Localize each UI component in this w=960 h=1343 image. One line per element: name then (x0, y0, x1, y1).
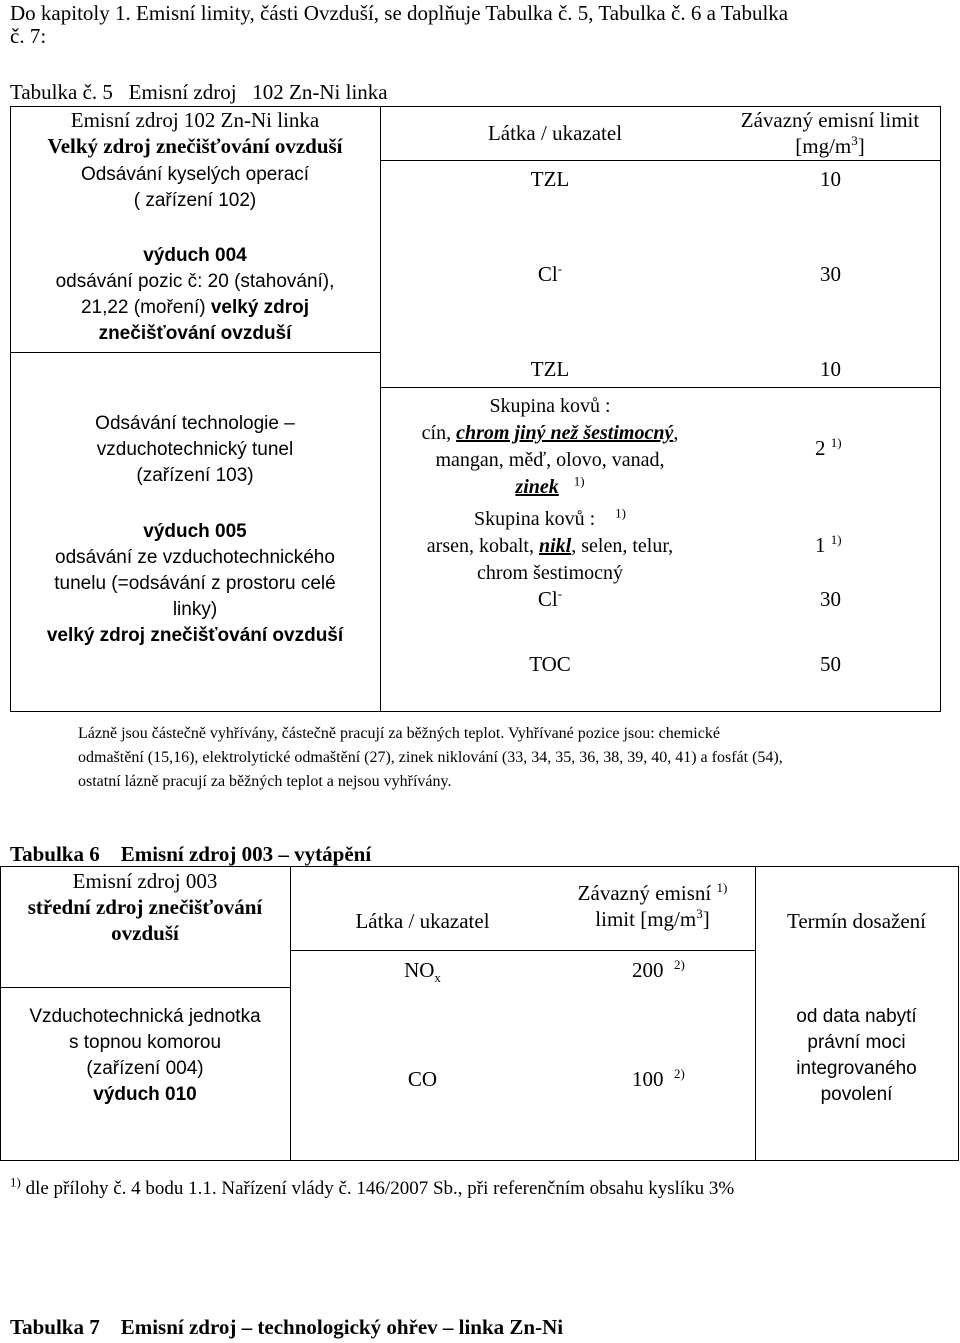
t5-row-metals-2: Skupina kovů : $^{1)}$ arsen, kobalt, nikl, selen, telur, chrom šestimocný (426, 505, 674, 584)
t6-term-header: Termín dosažení (786, 909, 927, 933)
t5-metals-1-value: 2 $^{1)}$ (815, 435, 842, 460)
t5-group1-source: Odsávání kyselých operací ( zařízení 102) (80, 164, 310, 211)
t6-row-co: CO 100 $^{2)}$ (407, 1066, 685, 1091)
t6-source: Vzduchotechnická jednotka s topnou komorou (zařízení 004) výduch 010 (29, 1006, 261, 1105)
t5-row-toc: TOC 50 (529, 652, 841, 676)
t5-group2-source: Odsávání technologie – vzduchotechnický tunel (zařízení 103) (95, 413, 295, 486)
t6-limit-header: Závazný emisní $^{1)}$ limit $[mg/m^3]$ (577, 880, 728, 931)
t5-note: Lázně jsou částečně vyhřívány, částečně pracují za běžných teplot. Vyhřívané pozice jsou: chemické odmaštění (15,16), elektrolytické odmaštění (27), zinek niklování (33, 34, 35, 36, 38, 39, 40, 41) a fosfát (54), ostatní lázně pracují za běžných teplot a nejsou vyhřívány. (78, 725, 783, 790)
t6-source-header: Emisní zdroj 003 střední zdroj znečišťování ovzduší (27, 869, 263, 945)
table7-caption: Tabulka 7 Emisní zdroj – technologický ohřev – linka Zn-Ni (10, 1315, 564, 1339)
t5-row-tzl-2: TZL 10 (530, 357, 841, 381)
t5-group1-outlet: výduch 004 odsávání pozic č: 20 (stahování), 21,22 (moření) velký zdroj znečišťování ovzduší (55, 245, 335, 344)
t5-source-header: Emisní zdroj 102 Zn-Ni linka Velký zdroj znečišťování ovzduší (47, 108, 343, 158)
t5-limit-header: Závazný emisní limit $[mg/m^3]$ (740, 108, 920, 158)
intro-line-2: č. 7: (10, 24, 47, 48)
t6-row-nox: $NO_x$ 200 $^{2)}$ (404, 957, 685, 986)
t5-group2-outlet: výduch 005 odsávání ze vzduchotechnického tunelu (=odsávání z prostoru celé linky) velký zdroj znečišťování ovzduší (46, 521, 344, 646)
t5-row-metals-1: Skupina kovů : cín, chrom jiný než šestimocný, mangan, měď, olovo, vanad, zinek $^{1)}$ (421, 395, 679, 498)
t5-row-cl-2: Cl- 30 (537, 586, 841, 611)
t5-row-cl-1: Cl- 30 (537, 261, 841, 286)
t6-term: od data nabytí právní moci integrovaného povolení (796, 1006, 917, 1105)
intro-line-1: Do kapitoly 1. Emisní limity, části Ovzduší, se doplňuje Tabulka č. 5, Tabulka č. 6 a Tabulka (10, 1, 789, 25)
table5-caption: Tabulka č. 5 Emisní zdroj 102 Zn-Ni linka (10, 80, 388, 104)
table6-caption: Tabulka 6 Emisní zdroj 003 – vytápění (10, 842, 372, 866)
footnote: $^{1)}$ dle přílohy č. 4 bodu 1.1. Nařízení vlády č. 146/2007 Sb., při referenčním obsahu kyslíku 3% (10, 1174, 735, 1199)
t6-substance-header: Látka / ukazatel (355, 909, 490, 933)
t5-metals-2-value: 1 $^{1)}$ (815, 532, 842, 557)
t5-row-tzl-1: TZL 10 (530, 167, 841, 191)
t5-substance-header: Látka / ukazatel (487, 121, 623, 145)
